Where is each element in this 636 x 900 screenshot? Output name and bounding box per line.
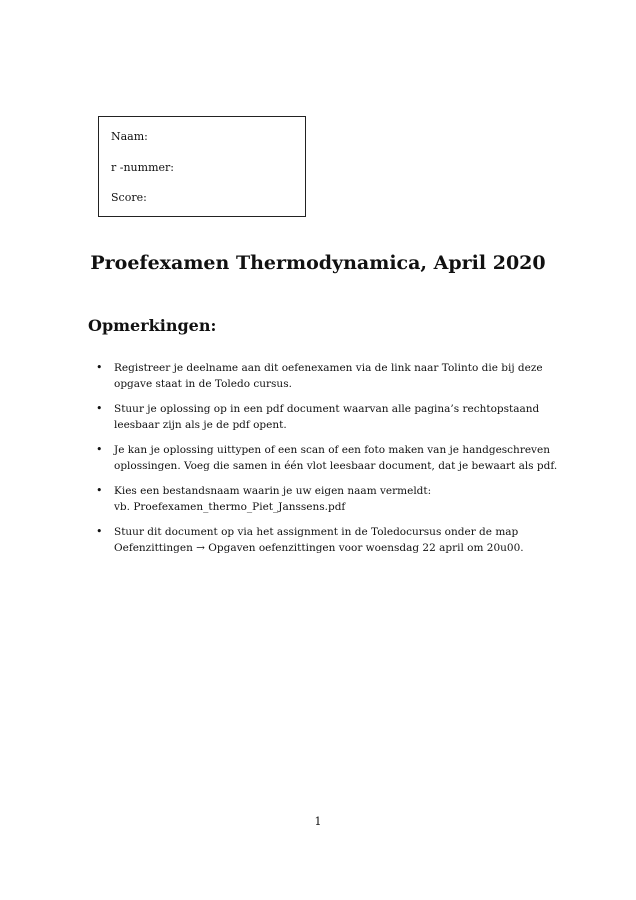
bullet-icon: • [96, 443, 103, 456]
bullet-icon: • [96, 402, 103, 415]
remarks-list [96, 360, 569, 565]
remark-text: Stuur je oplossing op in een pdf document waarvan alle pagina’s rechtopstaand leesbaar zijn als je de pdf opent. [114, 403, 540, 431]
page-number: 1 [314, 815, 322, 828]
remarks-heading: Opmerkingen: [88, 316, 217, 335]
filename-example: vb. Proefexamen_thermo_Piet_Janssens.pdf [114, 501, 346, 513]
bullet-icon: • [96, 361, 103, 374]
remark-item [96, 360, 569, 392]
r-number-label: r -nummer: [111, 161, 174, 174]
student-info-box [98, 116, 306, 217]
remark-text: Stuur dit document op via het assignment in de Toledocursus onder de map Oefenzittingen → Opgaven oefenzittingen voor woensdag 22 april om 20u00. [114, 526, 524, 554]
remark-text: Je kan je oplossing uittypen of een scan of een foto maken van je handgeschreven oplossingen. Voeg die samen in één vlot leesbaar document, dat je bewaart als pdf. [114, 444, 558, 472]
score-label: Score: [111, 191, 147, 204]
remark-text: Registreer je deelname aan dit oefenexamen via de link naar Tolinto die bij deze opgave staat in de Toledo cursus. [114, 362, 543, 390]
name-label: Naam: [111, 130, 148, 143]
bullet-icon: • [96, 484, 103, 497]
remark-item [96, 401, 569, 433]
remark-item [96, 524, 569, 556]
remark-item [96, 483, 569, 515]
document-title: Proefexamen Thermodynamica, April 2020 [90, 252, 546, 274]
remark-item [96, 442, 569, 474]
remark-text: Kies een bestandsnaam waarin je uw eigen naam vermeldt: [114, 485, 432, 497]
bullet-icon: • [96, 525, 103, 538]
